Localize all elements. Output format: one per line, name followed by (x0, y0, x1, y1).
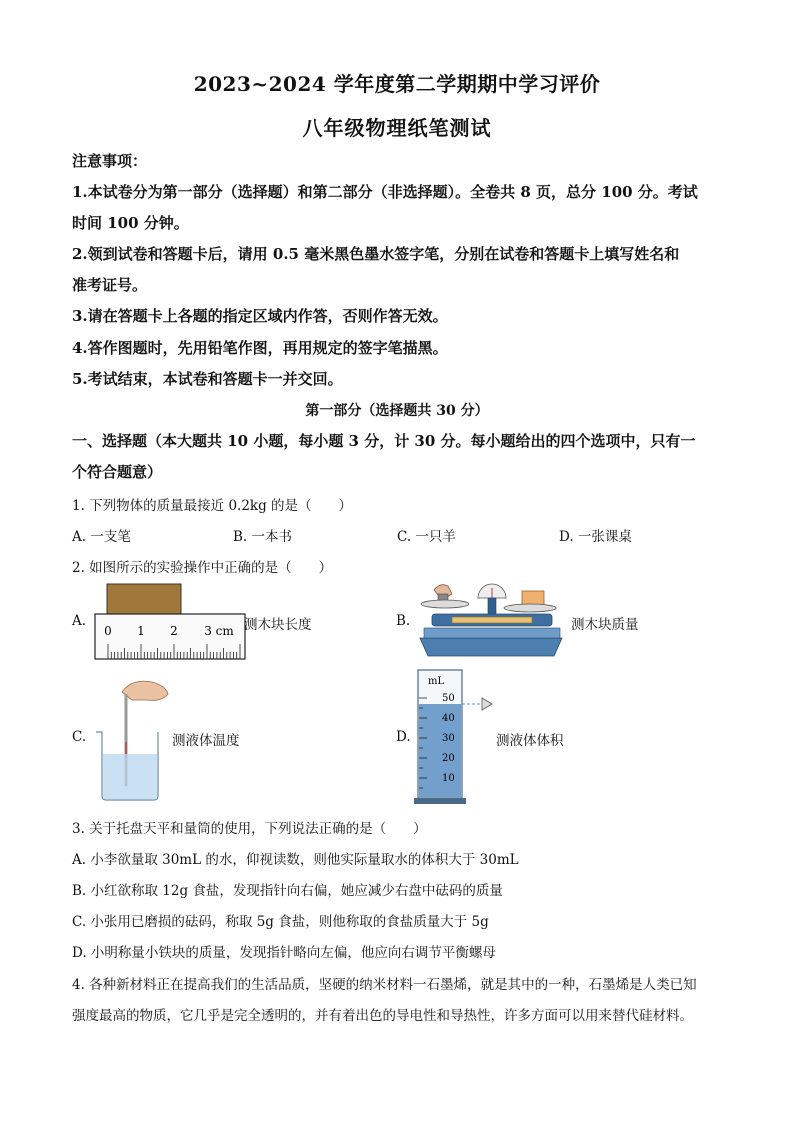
q2-option-c-letter[interactable]: C. (72, 729, 87, 745)
cylinder-base (414, 798, 466, 804)
hand-icon (122, 681, 168, 700)
cylinder-mark-30: 30 (442, 733, 455, 744)
q2-option-a-letter[interactable]: A. (72, 613, 87, 629)
scale-base (420, 638, 562, 656)
q2-option-d-letter[interactable]: D. (396, 729, 411, 745)
q1-option-d[interactable]: D. 一张课桌 (559, 529, 632, 545)
graduated-cylinder-figure (412, 664, 496, 808)
note-1-line-1: 1.本试卷分为第一部分（选择题）和第二部分（非选择题）。全卷共 8 页，总分 100 分。考试 (72, 183, 698, 201)
note-2-line-1: 2.领到试卷和答题卡后，请用 0.5 毫米黑色墨水签字笔，分别在试卷和答题卡上填写姓名和 (72, 245, 680, 263)
q2-option-d-caption: 测液体体积 (496, 733, 564, 749)
ruler-label-3: 3 cm (204, 624, 234, 638)
q2-option-c-caption: 测液体温度 (172, 733, 240, 749)
section-instructions-line-2: 个符合题意） (72, 463, 163, 481)
cylinder-unit-label: mL (428, 676, 445, 687)
eye-icon (482, 698, 492, 710)
ruler-label-1: 1 (137, 624, 145, 638)
balance-scale-figure (412, 580, 564, 664)
ruler-measure-figure (92, 582, 248, 662)
cylinder-mark-20: 20 (442, 753, 455, 764)
left-pan (421, 600, 469, 608)
section-instructions-line-1: 一、选择题（本大题共 10 小题，每小题 3 分，计 30 分。每小题给出的四个选项中，只有一 (72, 432, 696, 450)
q1-option-c[interactable]: C. 一只羊 (397, 529, 456, 545)
q1-option-b[interactable]: B. 一本书 (233, 529, 293, 545)
scale-body (424, 628, 560, 638)
part1-heading: 第一部分（选择题共 30 分） (305, 403, 489, 419)
q1-option-a[interactable]: A. 一支笔 (72, 529, 131, 545)
q3-option-a[interactable]: A. 小李欲量取 30mL 的水，仰视读数，则他实际量取水的体积大于 30mL (72, 852, 519, 868)
q1-stem: 1. 下列物体的质量最接近 0.2kg 的是（ ） (72, 498, 353, 514)
notes-heading: 注意事项： (72, 152, 148, 170)
rider-beam (452, 617, 532, 623)
q4-stem-line-2: 强度最高的物质，它几乎是完全透明的，并有着出色的导电性和导热性，许多方面可以用来替代硅材料。 (72, 1008, 693, 1024)
q3-option-b[interactable]: B. 小红欲称取 12g 食盐，发现指针向右偏，她应减少右盘中砝码的质量 (72, 883, 503, 899)
exam-title: 2023~2024 学年度第二学期期中学习评价 (193, 72, 601, 96)
q2-stem: 2. 如图所示的实验操作中正确的是（ ） (72, 560, 333, 576)
note-3: 3.请在答题卡上各题的指定区域内作答，否则作答无效。 (72, 307, 448, 325)
cylinder-mark-10: 10 (442, 773, 455, 784)
q2-option-b-caption: 测木块质量 (571, 617, 639, 633)
note-2-line-2: 准考证号。 (72, 276, 148, 294)
note-1-line-2: 时间 100 分钟。 (72, 214, 189, 232)
q4-stem-line-1: 4. 各种新材料正在提高我们的生活品质，坚硬的纳米材料一石墨烯，就是其中的一种，石墨烯是人类已知 (72, 977, 697, 993)
cylinder-mark-40: 40 (442, 713, 455, 724)
cylinder-mark-50: 50 (442, 693, 455, 704)
note-4: 4.答作图题时，先用铅笔作图，再用规定的签字笔描黑。 (72, 339, 448, 357)
q2-option-a-caption: 测木块长度 (244, 617, 312, 633)
q3-option-c[interactable]: C. 小张用已磨损的砝码，称取 5g 食盐，则他称取的食盐质量大于 5g (72, 914, 489, 930)
exam-subtitle: 八年级物理纸笔测试 (302, 116, 492, 140)
wood-block (107, 584, 181, 614)
q3-option-d[interactable]: D. 小明称量小铁块的质量，发现指针略向左偏，他应向右调节平衡螺母 (72, 945, 496, 961)
note-5: 5.考试结束，本试卷和答题卡一并交回。 (72, 370, 343, 388)
q2-option-b-letter[interactable]: B. (396, 613, 411, 629)
right-pan (504, 604, 556, 612)
ruler-label-0: 0 (104, 624, 112, 638)
beaker-liquid (103, 754, 157, 799)
q3-stem: 3. 关于托盘天平和量筒的使用，下列说法正确的是（ ） (72, 821, 427, 837)
ruler-label-2: 2 (170, 624, 178, 638)
thermometer-beaker-figure (92, 672, 172, 802)
